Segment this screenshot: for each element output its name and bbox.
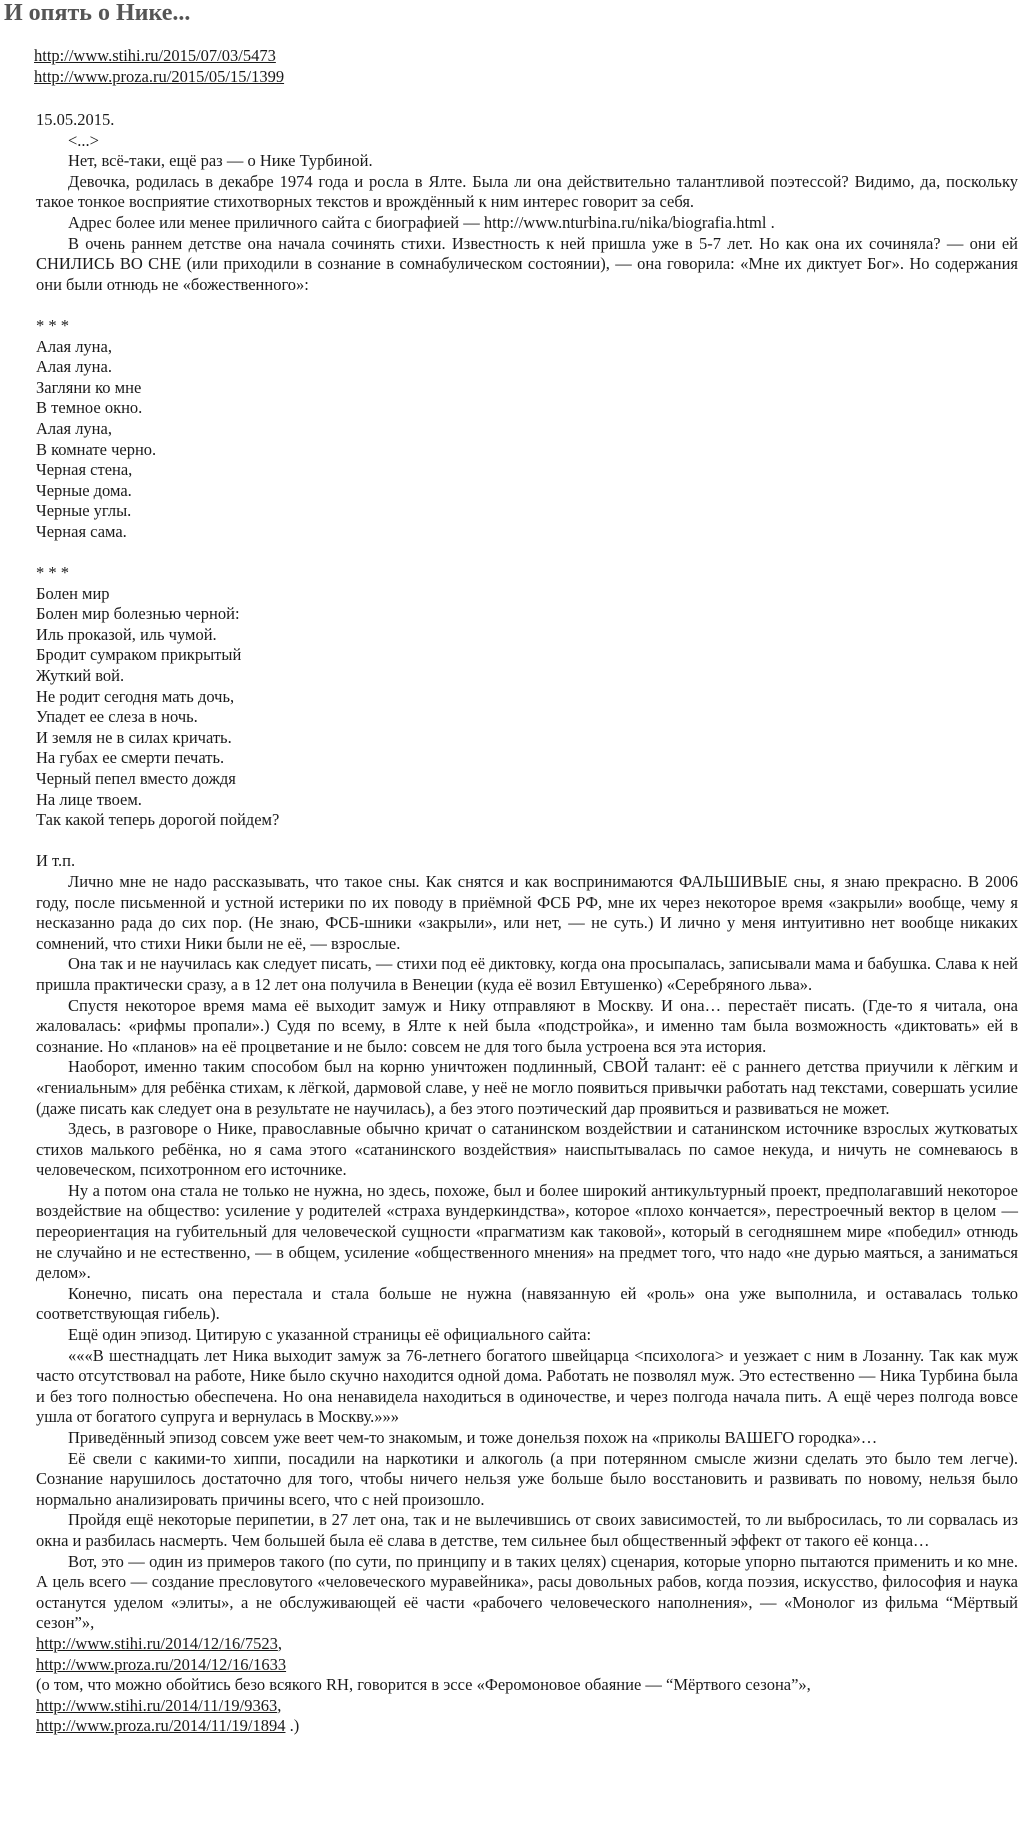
poem-line: Упадет ее слеза в ночь. bbox=[36, 707, 198, 727]
paragraph: Вот, это — один из примеров такого (по сути, по принципу и в таких целях) сценария, которые упорно пытаются применить и ко мне. А цель всего — создание пресловутого «человеческого муравейника», расы довольных рабов, когда поэзия, искусство, философия и наука останутся уделом «элиты», а не обслуживающей её части «рабочего человеческого наполнения», — «Монолог из фильма “Мёртвый сезон”», bbox=[36, 1551, 1018, 1633]
poem-line: Так какой теперь дорогой пойдем? bbox=[36, 810, 280, 830]
article-body bbox=[36, 110, 1018, 1737]
poem-line: Болен мир bbox=[36, 583, 110, 603]
closing: .) bbox=[285, 1716, 300, 1736]
paragraph: Ну а потом она стала не только не нужна, но здесь, похоже, был и более широкий антикультурный проект, предполагавший некоторое воздействие на общество: усиление у родителей «страха вундеркиндства», которое «плохо кончается», перестроечный вектор в целом — переориентация на губительный для человеческой сущности «прагматизм как таковой», который в сегодняшнем мире «победил» отнюдь не случайно и не естественно, — в общем, усиление «общественного мнения» на предмет того, что надо «не дурью маяться, а заниматься делом». bbox=[36, 1180, 1018, 1283]
poem-line: На губах ее смерти печать. bbox=[36, 748, 225, 768]
poem-line: Алая луна. bbox=[36, 357, 112, 377]
paragraph: Спустя некоторое время мама её выходит замуж и Нику отправляют в Москву. И она… перестаёт писать. (Где-то я читала, она жаловалась: «рифмы пропали».) Судя по всему, в Ялте к ней была «подстройка», и именно там была возможность «диктовать» ей в сознание. Но «планов» на её процветание и не было: совсем не для того была устроена вся эта история. bbox=[36, 995, 1018, 1056]
page-title: И опять о Нике... bbox=[4, 0, 191, 26]
poem-line: Черная стена, bbox=[36, 460, 133, 480]
poem-line: Черные углы. bbox=[36, 501, 132, 521]
link-proza[interactable]: http://www.proza.ru/2015/05/15/1399 bbox=[34, 66, 285, 86]
poem-line: Не родит сегодня мать дочь, bbox=[36, 686, 235, 706]
paragraph: Наоборот, именно таким способом был на корню уничтожен подлинный, СВОЙ талант: её с раннего детства приучили к лёгким и «гениальным» для ребёнка стихам, к лёгкой, дармовой славе, у неё не могло появиться привычки работать над текстами, совершать усилие (даже писать как следует она в результате не научилась), а без этого поэтический дар проявиться и развиваться не может. bbox=[36, 1057, 1018, 1118]
source-links bbox=[34, 46, 284, 87]
poem-line: Иль проказой, иль чумой. bbox=[36, 624, 217, 644]
poem-line: Черная сама. bbox=[36, 521, 127, 541]
ellipsis: <...> bbox=[68, 130, 99, 150]
poem-line: Черный пепел вместо дождя bbox=[36, 769, 236, 788]
poem-line: Загляни ко мне bbox=[36, 377, 142, 397]
paragraph: Лично мне не надо рассказывать, что такое сны. Как снятся и как воспринимаются ФАЛЬШИВЫЕ сны, я знаю прекрасно. В 2006 году, после письменной и устной истерики по их поводу в приёмной ФСБ РФ, мне их через некоторое время «закрыли» вообще, чему я несказанно рада до сих пор. (Не знаю, ФСБ-шники «закрыли», или нет, — не суть.) И лично у меня интуитивно нет вообще никаких сомнений, что стихи Ники были не её, — взрослые. bbox=[36, 871, 1018, 953]
paragraph: Приведённый эпизод совсем уже веет чем-то знакомым, и тоже донельзя похож на «приколы ВАШЕГО городка»… bbox=[68, 1428, 878, 1447]
footer-links bbox=[36, 1634, 1018, 1737]
paragraph: В очень раннем детстве она начала сочинять стихи. Известность к ней пришла уже в 5-7 лет. Но как она их сочиняла? — они ей СНИЛИСЬ ВО СНЕ (или приходили в сознание в сомнабулическом состоянии), — она говорила: «Мне их диктует Бог». Но содержания они были отнюдь не «божественного»: bbox=[36, 233, 1018, 294]
link-stihi-2014-12[interactable]: http://www.stihi.ru/2014/12/16/7523 bbox=[36, 1633, 278, 1653]
poem-separator: * * * bbox=[36, 315, 69, 335]
poem-line: Алая луна, bbox=[36, 336, 112, 356]
quote: «««В шестнадцать лет Ника выходит замуж за 76-летнего богатого швейцарца <психолога> и уезжает с ним в Лозанну. Так как муж часто отсутствовал на работе, Нике было скучно находится одной дома. Работать не позволял муж. Это естественно — Ника Турбина была и без того полностью обеспечена. Но она ненавидела находиться в одиночестве, и через полгода начала пить. А ещё через полгода вовсе ушла от богатого супруга и вернулась в Москву.»»» bbox=[36, 1345, 1018, 1427]
link-stihi-2014-11[interactable]: http://www.stihi.ru/2014/11/19/9363 bbox=[36, 1695, 278, 1715]
etc-text: И т.п. bbox=[36, 851, 76, 871]
poem-line: На лице твоем. bbox=[36, 789, 142, 809]
poem-separator: * * * bbox=[36, 563, 69, 583]
paragraph: Её свели с какими-то хиппи, посадили на наркотики и алкоголь (а при потерянном смысле жизни сделать это было тем легче). Сознание нарушилось достаточно для того, чтобы ничего нельзя уже больше было восстановить и развивать по новому, нельзя было нормально анализировать причины всего, что с ней произошло. bbox=[36, 1448, 1018, 1509]
link-proza-2014-12[interactable]: http://www.proza.ru/2014/12/16/1633 bbox=[36, 1654, 287, 1674]
poem-line: Алая луна, bbox=[36, 418, 112, 438]
paragraph: Конечно, писать она перестала и стала больше не нужна (навязанную ей «роль» она уже выполнила, и оставалась только соответствующая гибель). bbox=[36, 1283, 1018, 1324]
paragraph: Пройдя ещё некоторые перипетии, в 27 лет она, так и не вылечившись от своих зависимостей, то ли выбросилась, то ли сорвалась из окна и разбилась насмерть. Чем большей была её слава в детстве, тем сильнее был общественный эффект от такого её конца… bbox=[36, 1510, 1018, 1550]
paragraph: Здесь, в разговоре о Нике, православные обычно кричат о сатанинском воздействии и сатанинском источнике взрослых жутковатых стихов малького ребёнка, но я сама этого «сатанинского воздействия» наиспытывалась по самое некуда, и ничуть не сомневаюсь в человеческом, психотронном его источнике. bbox=[36, 1119, 1018, 1180]
poem-line: Бродит сумраком прикрытый bbox=[36, 645, 242, 665]
paragraph: Девочка, родилась в декабре 1974 года и росла в Ялте. Была ли она действительно талантливой поэтессой? Видимо, да, поскольку такое тонкое восприятие стихотворных текстов и врождённый к ним интерес говорит за себя. bbox=[36, 171, 1018, 212]
poem-line: Болен мир болезнью черной: bbox=[36, 604, 240, 624]
poem-line: И земля не в силах кричать. bbox=[36, 727, 232, 747]
separator: , bbox=[277, 1695, 282, 1715]
separator: , bbox=[277, 1633, 282, 1653]
poem bbox=[36, 563, 1018, 831]
poem-line: В комнате черно. bbox=[36, 439, 157, 459]
poem-line: Жуткий вой. bbox=[36, 666, 125, 686]
paragraph: Нет, всё-таки, ещё раз — о Нике Турбиной. bbox=[68, 151, 373, 171]
footer-note: (о том, что можно обойтись безо всякого RH, говорится в эссе «Феромоновое обаяние — “Мёртвого сезона”», bbox=[36, 1675, 811, 1695]
poem-line: Черные дома. bbox=[36, 480, 132, 500]
poem bbox=[36, 316, 1018, 543]
date: 15.05.2015. bbox=[36, 110, 115, 129]
paragraph: Она так и не научилась как следует писать, — стихи под её диктовку, когда она просыпалась, записывали мама и бабушка. Слава к ней пришла практически сразу, а в 12 лет она получила в Венеции (куда её возил Евтушенко) «Серебряного льва». bbox=[36, 954, 1018, 994]
poem-line: В темное окно. bbox=[36, 398, 143, 418]
paragraph: Ещё один эпизод. Цитирую с указанной страницы её официального сайта: bbox=[68, 1325, 592, 1345]
link-stihi[interactable]: http://www.stihi.ru/2015/07/03/5473 bbox=[34, 46, 276, 65]
paragraph: Адрес более или менее приличного сайта с биографией — http://www.nturbina.ru/nika/biografia.html . bbox=[68, 212, 775, 232]
link-proza-2014-11[interactable]: http://www.proza.ru/2014/11/19/1894 bbox=[36, 1716, 286, 1736]
